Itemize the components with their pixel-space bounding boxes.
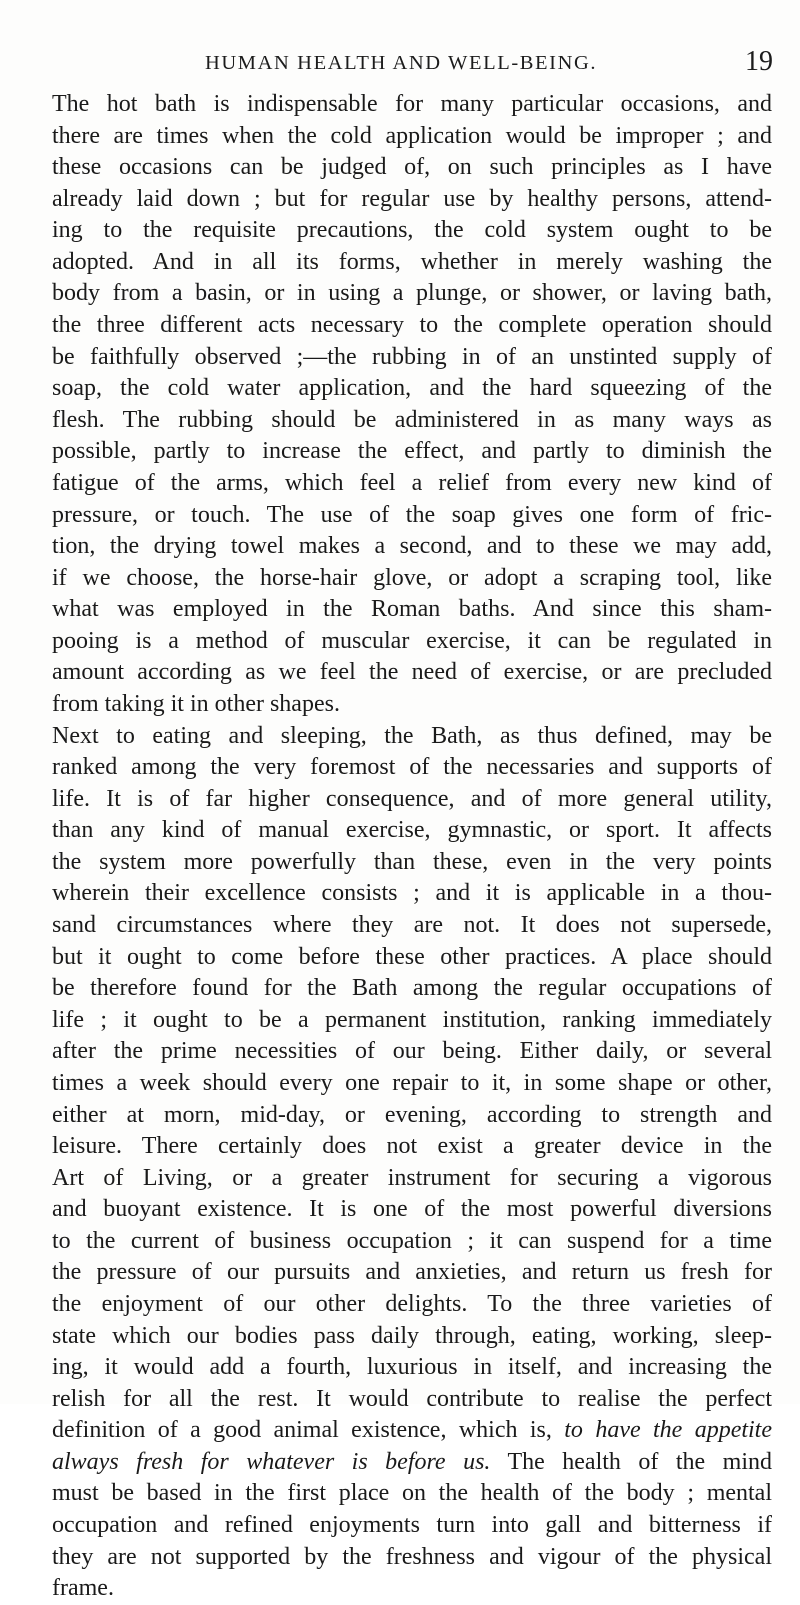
text-line: from taking it in other shapes. <box>52 690 340 717</box>
text-line: flesh. The rubbing should be administered in as many ways as <box>52 406 772 433</box>
line-segment: The health of the mind <box>507 1448 772 1475</box>
text-line: The hot bath is indispensable for many particular occasions, and <box>52 91 772 117</box>
text-line: relish for all the rest. It would contribute to realise the perfect <box>52 1385 772 1412</box>
text-line: the three different acts necessary to the complete operation should <box>52 312 772 339</box>
text-line: the enjoyment of our other delights. To the three varieties of <box>52 1290 772 1317</box>
text-line: leisure. There certainly does not exist a greater device in the <box>52 1133 772 1160</box>
text-line: wherein their excellence consists ; and it is applicable in a thou- <box>52 880 772 907</box>
text-line: but it ought to come before these other practices. A place should <box>52 943 772 970</box>
text-line: times a week should every one repair to it, in some shape or other, <box>52 1069 772 1096</box>
text-line-mixed <box>52 1447 772 1479</box>
italic-phrase: to have the appetite <box>564 1417 773 1444</box>
text-line: life. It is of far higher consequence, and of more general utility, <box>52 785 772 812</box>
text-line: and buoyant existence. It is one of the most powerful diversions <box>52 1196 772 1223</box>
text-line: possible, partly to increase the effect, and partly to diminish the <box>52 438 772 465</box>
text-line: state which our bodies pass daily through, eating, working, sleep- <box>52 1322 772 1349</box>
text-line: the pressure of our pursuits and anxieties, and return us fresh for <box>52 1259 772 1286</box>
text-line: pooing is a method of muscular exercise, it can be regulated in <box>52 627 772 654</box>
text-line: already laid down ; but for regular use by healthy persons, attend- <box>52 185 772 212</box>
text-line: life ; it ought to be a permanent institution, ranking immediately <box>52 1006 772 1033</box>
text-line: sand circumstances where they are not. It does not supersede, <box>52 912 772 939</box>
text-line: occupation and refined enjoyments turn into gall and bitterness if <box>52 1512 772 1539</box>
text-line: must be based in the first place on the health of the body ; mental <box>52 1480 772 1507</box>
text-line: Next to eating and sleeping, the Bath, as thus defined, may be <box>52 722 772 749</box>
page-number: 19 <box>745 46 773 77</box>
text-line: fatigue of the arms, which feel a relief from every new kind of <box>52 469 772 496</box>
text-line: frame. <box>52 1575 114 1602</box>
text-line: amount according as we feel the need of exercise, or are precluded <box>52 659 772 686</box>
text-line: there are times when the cold application would be improper ; and <box>52 122 772 149</box>
text-line: they are not supported by the freshness and vigour of the physical <box>52 1543 772 1570</box>
text-line: tion, the drying towel makes a second, and to these we may add, <box>52 533 772 560</box>
text-line: ranked among the very foremost of the necessaries and supports of <box>52 754 772 781</box>
text-line: adopted. And in all its forms, whether in merely washing the <box>52 248 772 275</box>
italic-phrase: always fresh for whatever is before us. <box>52 1448 491 1475</box>
text-line-mixed <box>52 1415 772 1447</box>
text-line: what was employed in the Roman baths. And since this sham- <box>52 596 772 623</box>
running-head: HUMAN HEALTH AND WELL-BEING. <box>205 52 598 74</box>
text-line: Art of Living, or a greater instrument for securing a vigorous <box>52 1164 772 1191</box>
body-text <box>52 89 772 1605</box>
text-line: ing, it would add a fourth, luxurious in itself, and increasing the <box>52 1354 772 1381</box>
text-line: the system more powerfully than these, even in the very points <box>52 848 772 875</box>
text-line: either at morn, mid-day, or evening, according to strength and <box>52 1101 772 1128</box>
text-line: if we choose, the horse-hair glove, or adopt a scraping tool, like <box>52 564 772 591</box>
text-line: be therefore found for the Bath among the regular occupations of <box>52 975 772 1002</box>
text-line: these occasions can be judged of, on such principles as I have <box>52 154 772 181</box>
text-line: ing to the requisite precautions, the cold system ought to be <box>52 217 772 244</box>
text-line: soap, the cold water application, and the hard squeezing of the <box>52 375 772 402</box>
text-line: pressure, or touch. The use of the soap gives one form of fric- <box>52 501 772 528</box>
text-line: to the current of business occupation ; it can suspend for a time <box>52 1227 772 1254</box>
text-line: be faithfully observed ;—the rubbing in of an unstinted supply of <box>52 343 772 370</box>
line-segment: definition of a good animal existence, which is, <box>52 1417 552 1444</box>
text-line: body from a basin, or in using a plunge, or shower, or laving bath, <box>52 280 772 307</box>
text-line: after the prime necessities of our being. Either daily, or several <box>52 1038 772 1065</box>
text-line: than any kind of manual exercise, gymnastic, or sport. It affects <box>52 817 772 844</box>
